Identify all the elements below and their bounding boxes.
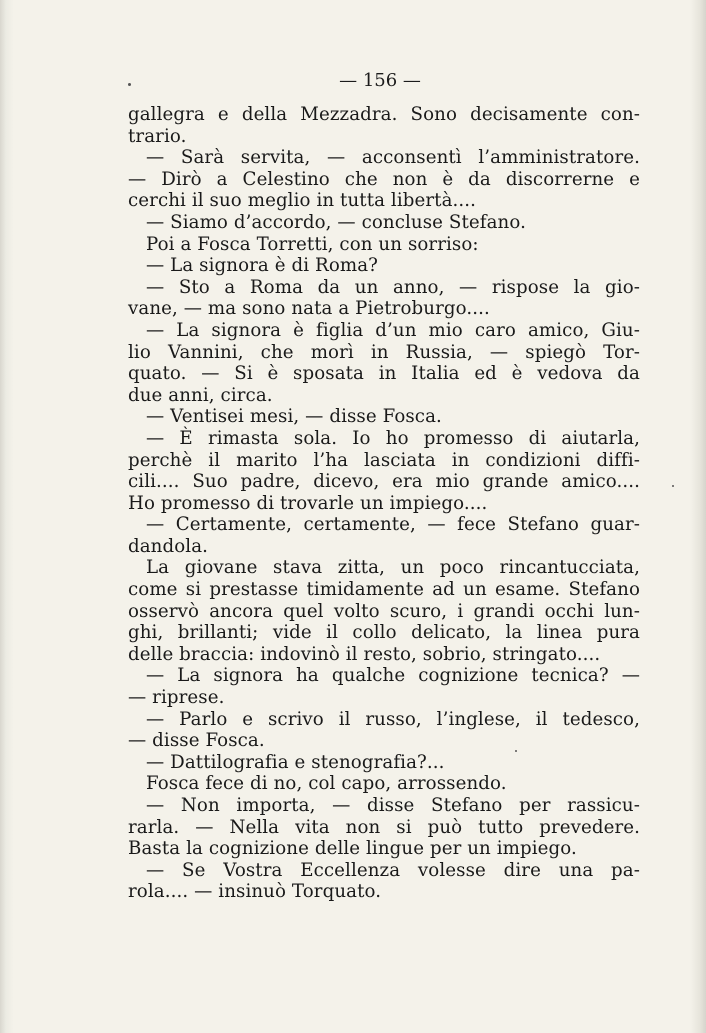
text-line: — La signora è figlia d’un mio caro amico, Giu- [146, 319, 640, 341]
text-line: lio Vannini, che morì in Russia, — spiegò Tor- [128, 341, 640, 363]
text-line: — Parlo e scrivo il russo, l’inglese, il tedesco, [146, 708, 640, 730]
ink-speck [128, 83, 131, 86]
text-line: La giovane stava zitta, un poco rincantucciata, [146, 557, 640, 579]
text-line: — riprese. [128, 687, 225, 709]
text-line: vane, — ma sono nata a Pietroburgo.... [128, 298, 490, 320]
text-line: rola.... — insinuò Torquato. [128, 881, 382, 903]
text-line: Poi a Fosca Torretti, con un sorriso: [146, 233, 479, 255]
text-line: — Sto a Roma da un anno, — rispose la gio- [146, 276, 640, 298]
text-line: — Dirò a Celestino che non è da discorrerne e [128, 168, 640, 190]
text-line: — Sarà servita, — acconsentì l’amministratore. [146, 147, 640, 169]
text-line: trario. [128, 125, 187, 147]
text-line: — Siamo d’accordo, — concluse Stefano. [146, 211, 526, 233]
text-line: quato. — Si è sposata in Italia ed è vedova da [128, 363, 640, 385]
text-line: due anni, circa. [128, 384, 273, 406]
ink-speck [672, 485, 674, 487]
text-line: rarla. — Nella vita non si può tutto prevedere. [128, 816, 640, 838]
text-line: ghi, brillanti; vide il collo delicato, la linea pura [128, 622, 640, 644]
text-line: dandola. [128, 535, 209, 557]
text-line: delle braccia: indovinò il resto, sobrio, stringato.... [128, 643, 601, 665]
text-line: gallegra e della Mezzadra. Sono decisamente con- [128, 104, 640, 125]
text-line: — disse Fosca. [128, 730, 265, 752]
text-line: perchè il marito l’ha lasciata in condizioni diffi- [128, 449, 640, 471]
page-number: — 156 — [339, 70, 421, 91]
text-line: — La signora è di Roma? [146, 255, 379, 277]
text-line: — Certamente, certamente, — fece Stefano guar- [146, 514, 640, 536]
text-line: — Ventisei mesi, — disse Fosca. [146, 406, 442, 428]
text-line: — Se Vostra Eccellenza volesse dire una pa- [146, 859, 640, 881]
text-line: Basta la cognizione delle lingue per un impiego. [128, 838, 577, 860]
text-line: — La signora ha qualche cognizione tecnica? — [146, 665, 640, 687]
text-line: — È rimasta sola. Io ho promesso di aiutarla, [146, 427, 640, 449]
ink-speck [515, 750, 517, 752]
text-line: — Non importa, — disse Stefano per rassicu- [146, 795, 640, 816]
text-line: Ho promesso di trovarle un impiego.... [128, 492, 488, 514]
text-line: cili.... Suo padre, dicevo, era mio grande amico.... [128, 471, 640, 493]
text-line: osservò ancora quel volto scuro, i grandi occhi lun- [128, 600, 640, 622]
text-line: come si prestasse timidamente ad un esame. Stefano [128, 579, 640, 601]
text-line: Fosca fece di no, col capo, arrossendo. [146, 773, 507, 795]
text-line: cerchi il suo meglio in tutta libertà.... [128, 190, 477, 212]
body-text [128, 104, 640, 903]
text-line: — Dattilografia e stenografia?... [146, 751, 445, 773]
